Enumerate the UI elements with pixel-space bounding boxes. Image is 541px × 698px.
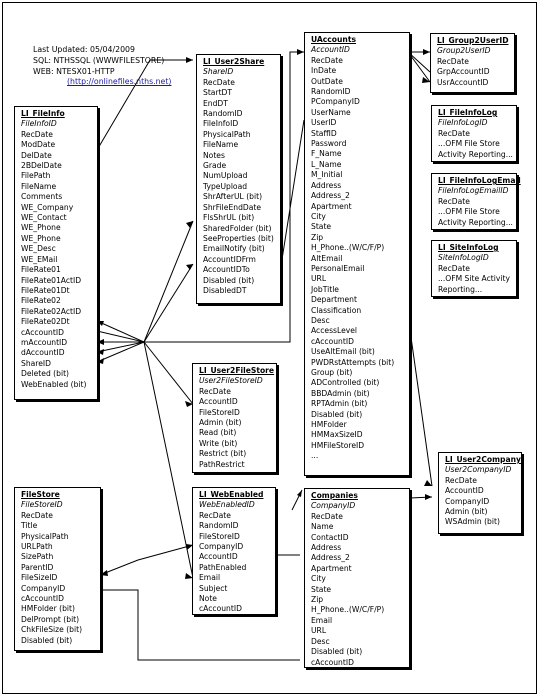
table-field: cAccountID [199, 604, 242, 614]
table-field: Name [311, 522, 334, 532]
table-field: ShrAfterUL (bit) [203, 192, 263, 202]
site-link[interactable]: (http://onlinefiles.nths.net) [67, 77, 172, 87]
table-field: FilePath [21, 171, 51, 181]
arrowhead [186, 264, 193, 270]
link-hub-user2filestore [144, 342, 193, 404]
link-filestore-webenabled [100, 545, 193, 575]
table-title: LI_User2Company [445, 455, 521, 464]
table-field: AccountID [199, 397, 238, 407]
table-field: AccessLevel [311, 326, 358, 336]
table-field: SizePath [21, 552, 54, 562]
table-field: Admin (bit) [199, 418, 242, 428]
table-field: AccountIDFrm [203, 254, 256, 264]
table-field: OutDate [311, 76, 343, 86]
table-field: FileRate02Dt [21, 317, 70, 327]
table-field: Group (bit) [311, 368, 353, 377]
table-field: PhysicalPath [21, 531, 69, 541]
table-field: CompanyID [445, 496, 490, 506]
table-field: RecDate [438, 196, 470, 206]
table-field: City [311, 574, 326, 584]
primary-key-field: User2CompanyID [445, 465, 512, 475]
table-field: WE_Contact [21, 213, 67, 223]
table-field: mAccountID [21, 337, 68, 347]
table-field: Title [21, 521, 38, 531]
table-field: EmailNotify (bit) [203, 244, 265, 254]
web-server: WEB: NTESX01-HTTP [33, 66, 115, 76]
table-field: PhysicalPath [203, 129, 251, 139]
primary-key-field: FileStoreID [21, 500, 63, 510]
table-field: 2BDelDate [21, 161, 62, 171]
table-field: ...OFM File Store [438, 207, 500, 217]
table-companies [304, 488, 410, 668]
table-field: Desc [311, 315, 330, 325]
table-field: RecDate [21, 129, 53, 139]
table-field: Disabled (bit) [311, 647, 363, 657]
link-uaccounts-group2user-b [408, 52, 430, 72]
arrowhead [97, 339, 104, 345]
table-field: AccountID [445, 486, 484, 496]
table-field: URL [311, 274, 327, 284]
table-field: UseAltEmail (bit) [311, 347, 375, 357]
primary-key-field: CompanyID [311, 501, 356, 511]
table-field: RecDate [438, 263, 470, 273]
table-li-siteinfolog [431, 240, 517, 297]
table-field: State [311, 222, 332, 232]
link-uaccounts-user2company [410, 330, 432, 486]
table-field: RecDate [199, 386, 231, 396]
table-field: CompanyID [199, 542, 244, 552]
table-field: DisabledDT [203, 285, 247, 295]
table-title: LI_FileInfoLogEmail [438, 176, 521, 185]
table-field: WE_EMail [21, 254, 58, 264]
table-field: Address_2 [311, 191, 350, 201]
arrowhead [100, 570, 108, 576]
link-hub-fileinfo-5 [97, 342, 144, 362]
table-field: PCompanyID [311, 97, 360, 107]
table-field: Zip [311, 595, 324, 605]
table-field: FileRate02ActID [21, 306, 82, 316]
table-field: UserID [311, 118, 337, 128]
table-field: Address_2 [311, 553, 350, 563]
link-uaccounts-group2user-c [408, 52, 430, 82]
table-li-fileinfo [14, 106, 98, 400]
table-field: ADControlled (bit) [311, 378, 380, 388]
link-hub-user2share-a [144, 264, 193, 342]
table-field: ... [311, 451, 319, 461]
link-hub-user2share-b [144, 221, 193, 342]
table-li-group2userid [430, 33, 515, 93]
table-field: HMMaxSizeID [311, 430, 363, 440]
table-field: ParentID [21, 562, 54, 572]
table-field: URLPath [21, 542, 53, 552]
table-field: WE_Desc [21, 244, 56, 254]
primary-key-field: ShareID [203, 67, 234, 77]
arrowhead [297, 49, 304, 55]
table-field: ContactID [311, 532, 349, 542]
table-field: CompanyID [21, 583, 66, 593]
table-field: JobTitle [311, 284, 339, 294]
table-field: TypeUpload [203, 181, 248, 191]
table-field: FileSizeID [21, 573, 58, 583]
table-title: LI_Group2UserID [437, 36, 509, 45]
table-field: WE_Phone [21, 233, 61, 243]
table-field: BBDAdmin (bit) [311, 388, 370, 398]
table-li-fileinfologemail [431, 173, 521, 230]
table-field: Password [311, 139, 347, 149]
table-field: cAccountID [311, 657, 354, 667]
table-field: FileStoreID [199, 531, 240, 541]
table-field: Write (bit) [199, 438, 238, 448]
link-hub-fileinfo-4 [97, 342, 144, 352]
table-field: RecDate [438, 128, 470, 138]
table-field: NumUpload [203, 171, 248, 181]
table-li-user2share [196, 54, 281, 304]
table-li-webenabled [192, 487, 276, 615]
table-field: RecDate [445, 475, 477, 485]
table-title: LI_User2FileStore [199, 366, 275, 375]
arrowhead [423, 49, 430, 55]
table-field: PathRestrict [199, 459, 245, 469]
table-field: ShrFileEndDate [203, 202, 262, 212]
arrowhead [97, 358, 104, 364]
table-title: LI_FileInfoLog [438, 108, 498, 117]
table-field: HMFileStoreID [311, 440, 365, 450]
table-field: FileName [203, 140, 239, 150]
table-title: LI_SiteInfoLog [438, 243, 499, 252]
table-field: RecDate [199, 510, 231, 520]
arrowhead [97, 349, 104, 355]
table-field: Admin (bit) [445, 507, 488, 517]
table-field: InDate [311, 66, 337, 76]
table-field: RecDate [437, 56, 469, 66]
table-field: FileName [21, 181, 57, 191]
table-field: City [311, 211, 326, 221]
table-field: H_Phone..(W/C/F/P) [311, 605, 385, 615]
table-field: UserName [311, 107, 351, 117]
table-field: WE_Company [21, 202, 74, 212]
table-title: FileStore [21, 490, 60, 499]
table-field: RecDate [21, 510, 53, 520]
table-field: State [311, 584, 332, 594]
table-field: Disabled (bit) [21, 635, 73, 645]
table-field: Subject [199, 583, 228, 593]
primary-key-field: WebEnabledID [199, 500, 255, 510]
table-title: Companies [311, 491, 358, 500]
table-field: PWDRstAttempts (bit) [311, 357, 395, 367]
table-field: cAccountID [21, 327, 64, 337]
table-field: RandomID [203, 109, 243, 119]
table-field: Grade [203, 161, 227, 171]
table-field: Zip [311, 232, 324, 242]
primary-key-field: AccountID [311, 45, 350, 55]
table-field: HMFolder [311, 420, 347, 430]
table-field: SeeProperties (bit) [203, 233, 274, 243]
table-field: Restrict (bit) [199, 449, 247, 459]
table-field: WE_Phone [21, 223, 61, 233]
table-field: UsrAccountID [437, 77, 489, 87]
arrowhead [186, 57, 193, 63]
table-field: FileInfoID [203, 119, 239, 129]
table-field: PersonalEmail [311, 263, 365, 273]
table-title: LI_FileInfo [21, 109, 65, 118]
table-field: AltEmail [311, 253, 343, 263]
table-field: RecDate [311, 55, 343, 65]
table-field: Disabled (bit) [203, 275, 255, 285]
table-field: Deleted (bit) [21, 369, 70, 379]
table-field: RPTAdmin (bit) [311, 399, 368, 409]
table-field: EndDT [203, 98, 228, 108]
table-field: AccountIDTo [203, 265, 250, 275]
table-field: ...OFM File Store [438, 139, 500, 149]
table-field: ModDate [21, 140, 56, 150]
table-title: UAccounts [311, 35, 356, 44]
table-li-user2filestore [192, 363, 277, 473]
table-field: DelPrompt (bit) [21, 614, 80, 624]
table-field: Email [311, 615, 333, 625]
primary-key-field: SiteInfoLogID [438, 253, 489, 263]
table-field: cAccountID [21, 594, 64, 604]
table-field: M_Initial [311, 170, 343, 180]
table-field: RandomID [311, 87, 351, 97]
table-field: RecDate [311, 511, 343, 521]
diagram-header [33, 45, 171, 88]
table-field: Department [311, 295, 357, 305]
table-field: FileRate02 [21, 296, 61, 306]
arrowhead [297, 490, 302, 497]
table-field: ChkFileSize (bit) [21, 625, 83, 635]
table-field: RandomID [199, 521, 239, 531]
primary-key-field: User2FileStoreID [199, 376, 263, 386]
table-title: LI_WebEnabled [199, 490, 264, 499]
table-field: Read (bit) [199, 428, 237, 438]
table-field: Note [199, 594, 217, 604]
table-field: WebEnabled (bit) [21, 379, 87, 389]
arrowhead [425, 494, 432, 500]
table-field: Activity Reporting... [438, 217, 513, 227]
table-field: ShareID [21, 358, 52, 368]
table-field: Email [199, 573, 221, 583]
table-field: DelDate [21, 150, 52, 160]
table-li-user2company [438, 452, 522, 534]
table-field: FileRate01Dt [21, 285, 70, 295]
link-hub-webenabled [144, 342, 193, 578]
table-filestore [14, 487, 101, 651]
table-title: LI_User2Share [203, 57, 265, 66]
table-field: dAccountID [21, 348, 65, 358]
table-field: SharedFolder (bit) [203, 223, 272, 233]
table-field: PathEnabled [199, 562, 247, 572]
table-field: Apartment [311, 563, 352, 573]
table-field: F_Name [311, 149, 342, 159]
table-field: Address [311, 180, 342, 190]
table-field: Disabled (bit) [311, 409, 363, 419]
table-field: FileRate01ActID [21, 275, 82, 285]
table-field: StaffID [311, 128, 337, 138]
table-field: RecDate [203, 77, 235, 87]
table-field: Apartment [311, 201, 352, 211]
primary-key-field: FileInfoLogEmailID [438, 186, 509, 196]
table-field: StartDT [203, 88, 233, 98]
link-user2share-uaccounts [280, 120, 304, 272]
table-field: ...OFM Site Activity [438, 274, 510, 284]
table-field: Address [311, 543, 342, 553]
primary-key-field: Group2UserID [437, 46, 491, 56]
table-field: FlsShrUL (bit) [203, 213, 255, 223]
sql-server: SQL: NTHSSQL (WWWFILESTORE) [33, 55, 165, 65]
table-field: Activity Reporting... [438, 149, 513, 159]
table-field: cAccountID [311, 336, 354, 346]
table-field: HMFolder (bit) [21, 604, 75, 614]
arrowhead [97, 321, 104, 326]
table-li-fileinfolog [431, 105, 517, 162]
last-updated: Last Updated: 05/04/2009 [33, 45, 135, 54]
table-field: L_Name [311, 159, 342, 169]
primary-key-field: FileInfoLogID [438, 118, 488, 128]
table-field: Classification [311, 305, 362, 315]
table-field: FileRate01 [21, 265, 61, 275]
table-field: GrpAccountID [437, 67, 490, 77]
link-hub-fileinfo-1 [97, 321, 144, 342]
table-field: H_Phone..(W/C/F/P) [311, 243, 385, 253]
table-field: Notes [203, 150, 225, 160]
table-field: AccountID [199, 552, 238, 562]
table-field: Reporting... [438, 284, 483, 294]
table-field: WSAdmin (bit) [445, 517, 500, 527]
table-field: URL [311, 626, 327, 636]
primary-key-field: FileInfoID [21, 119, 57, 129]
table-field: Desc [311, 636, 330, 646]
table-field: FileStoreID [199, 407, 240, 417]
link-hub-fileinfo-2 [97, 331, 144, 342]
table-field: Comments [21, 192, 63, 202]
table-uaccounts [304, 32, 410, 476]
